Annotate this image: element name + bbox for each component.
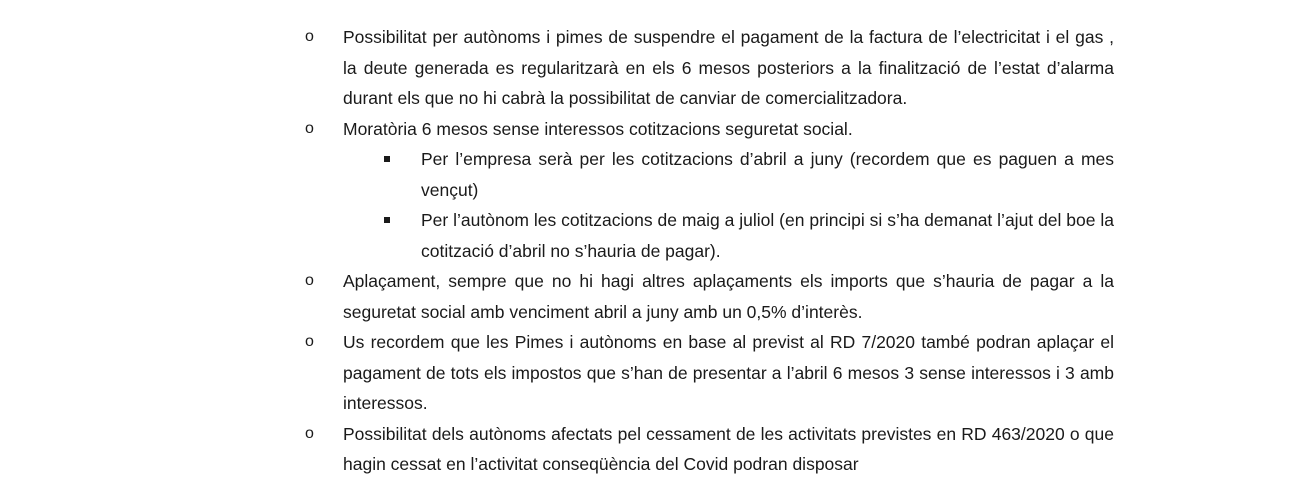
hollow-bullet-icon: o xyxy=(305,333,314,350)
hollow-bullet-icon: o xyxy=(305,28,314,45)
sub-list-item xyxy=(0,144,1300,205)
measures-list xyxy=(0,22,1300,480)
list-item xyxy=(0,266,1300,327)
sub-list-item-text: Per l’empresa serà per les cotitzacions d’abril a juny (recordem que es paguen a mes vençut) xyxy=(421,149,1114,200)
hollow-bullet-icon: o xyxy=(305,272,314,289)
list-item-text: Moratòria 6 mesos sense interessos cotitzacions seguretat social. xyxy=(343,118,853,139)
list-item xyxy=(0,419,1300,480)
sub-list xyxy=(0,144,1300,266)
sub-list-item xyxy=(0,205,1300,266)
sub-list-item-text: Per l’autònom les cotitzacions de maig a juliol (en principi si s’ha demanat l’ajut del boe la cotització d’abril no s’hauria de pagar). xyxy=(421,210,1114,261)
square-bullet-icon xyxy=(384,156,390,162)
list-item-text: Us recordem que les Pimes i autònoms en base al previst al RD 7/2020 també podran aplaçar el pagament de tots els impostos que s’han de presentar a l’abril 6 mesos 3 sense interessos i 3 amb interessos. xyxy=(343,332,1114,413)
list-item xyxy=(0,22,1300,114)
hollow-bullet-icon: o xyxy=(305,119,314,137)
list-item xyxy=(0,114,1300,267)
hollow-bullet-icon: o xyxy=(305,424,314,442)
list-item xyxy=(0,327,1300,419)
list-item-text: Possibilitat per autònoms i pimes de suspendre el pagament de la factura de l’electricitat i el gas , la deute generada es regularitzarà en els 6 mesos posteriors a la finalització de l’estat d’alarma durant els que no hi cabrà la possibilitat de canviar de comercialitzadora. xyxy=(343,27,1114,108)
list-item-text: Possibilitat dels autònoms afectats pel cessament de les activitats previstes en RD 463/2020 o que hagin cessat en l’activitat conseqüència del Covid podran disposar xyxy=(343,423,1114,474)
square-bullet-icon xyxy=(384,217,390,223)
list-item-text: Aplaçament, sempre que no hi hagi altres aplaçaments els imports que s’hauria de pagar a la seguretat social amb venciment abril a juny amb un 0,5% d’interès. xyxy=(343,271,1114,322)
